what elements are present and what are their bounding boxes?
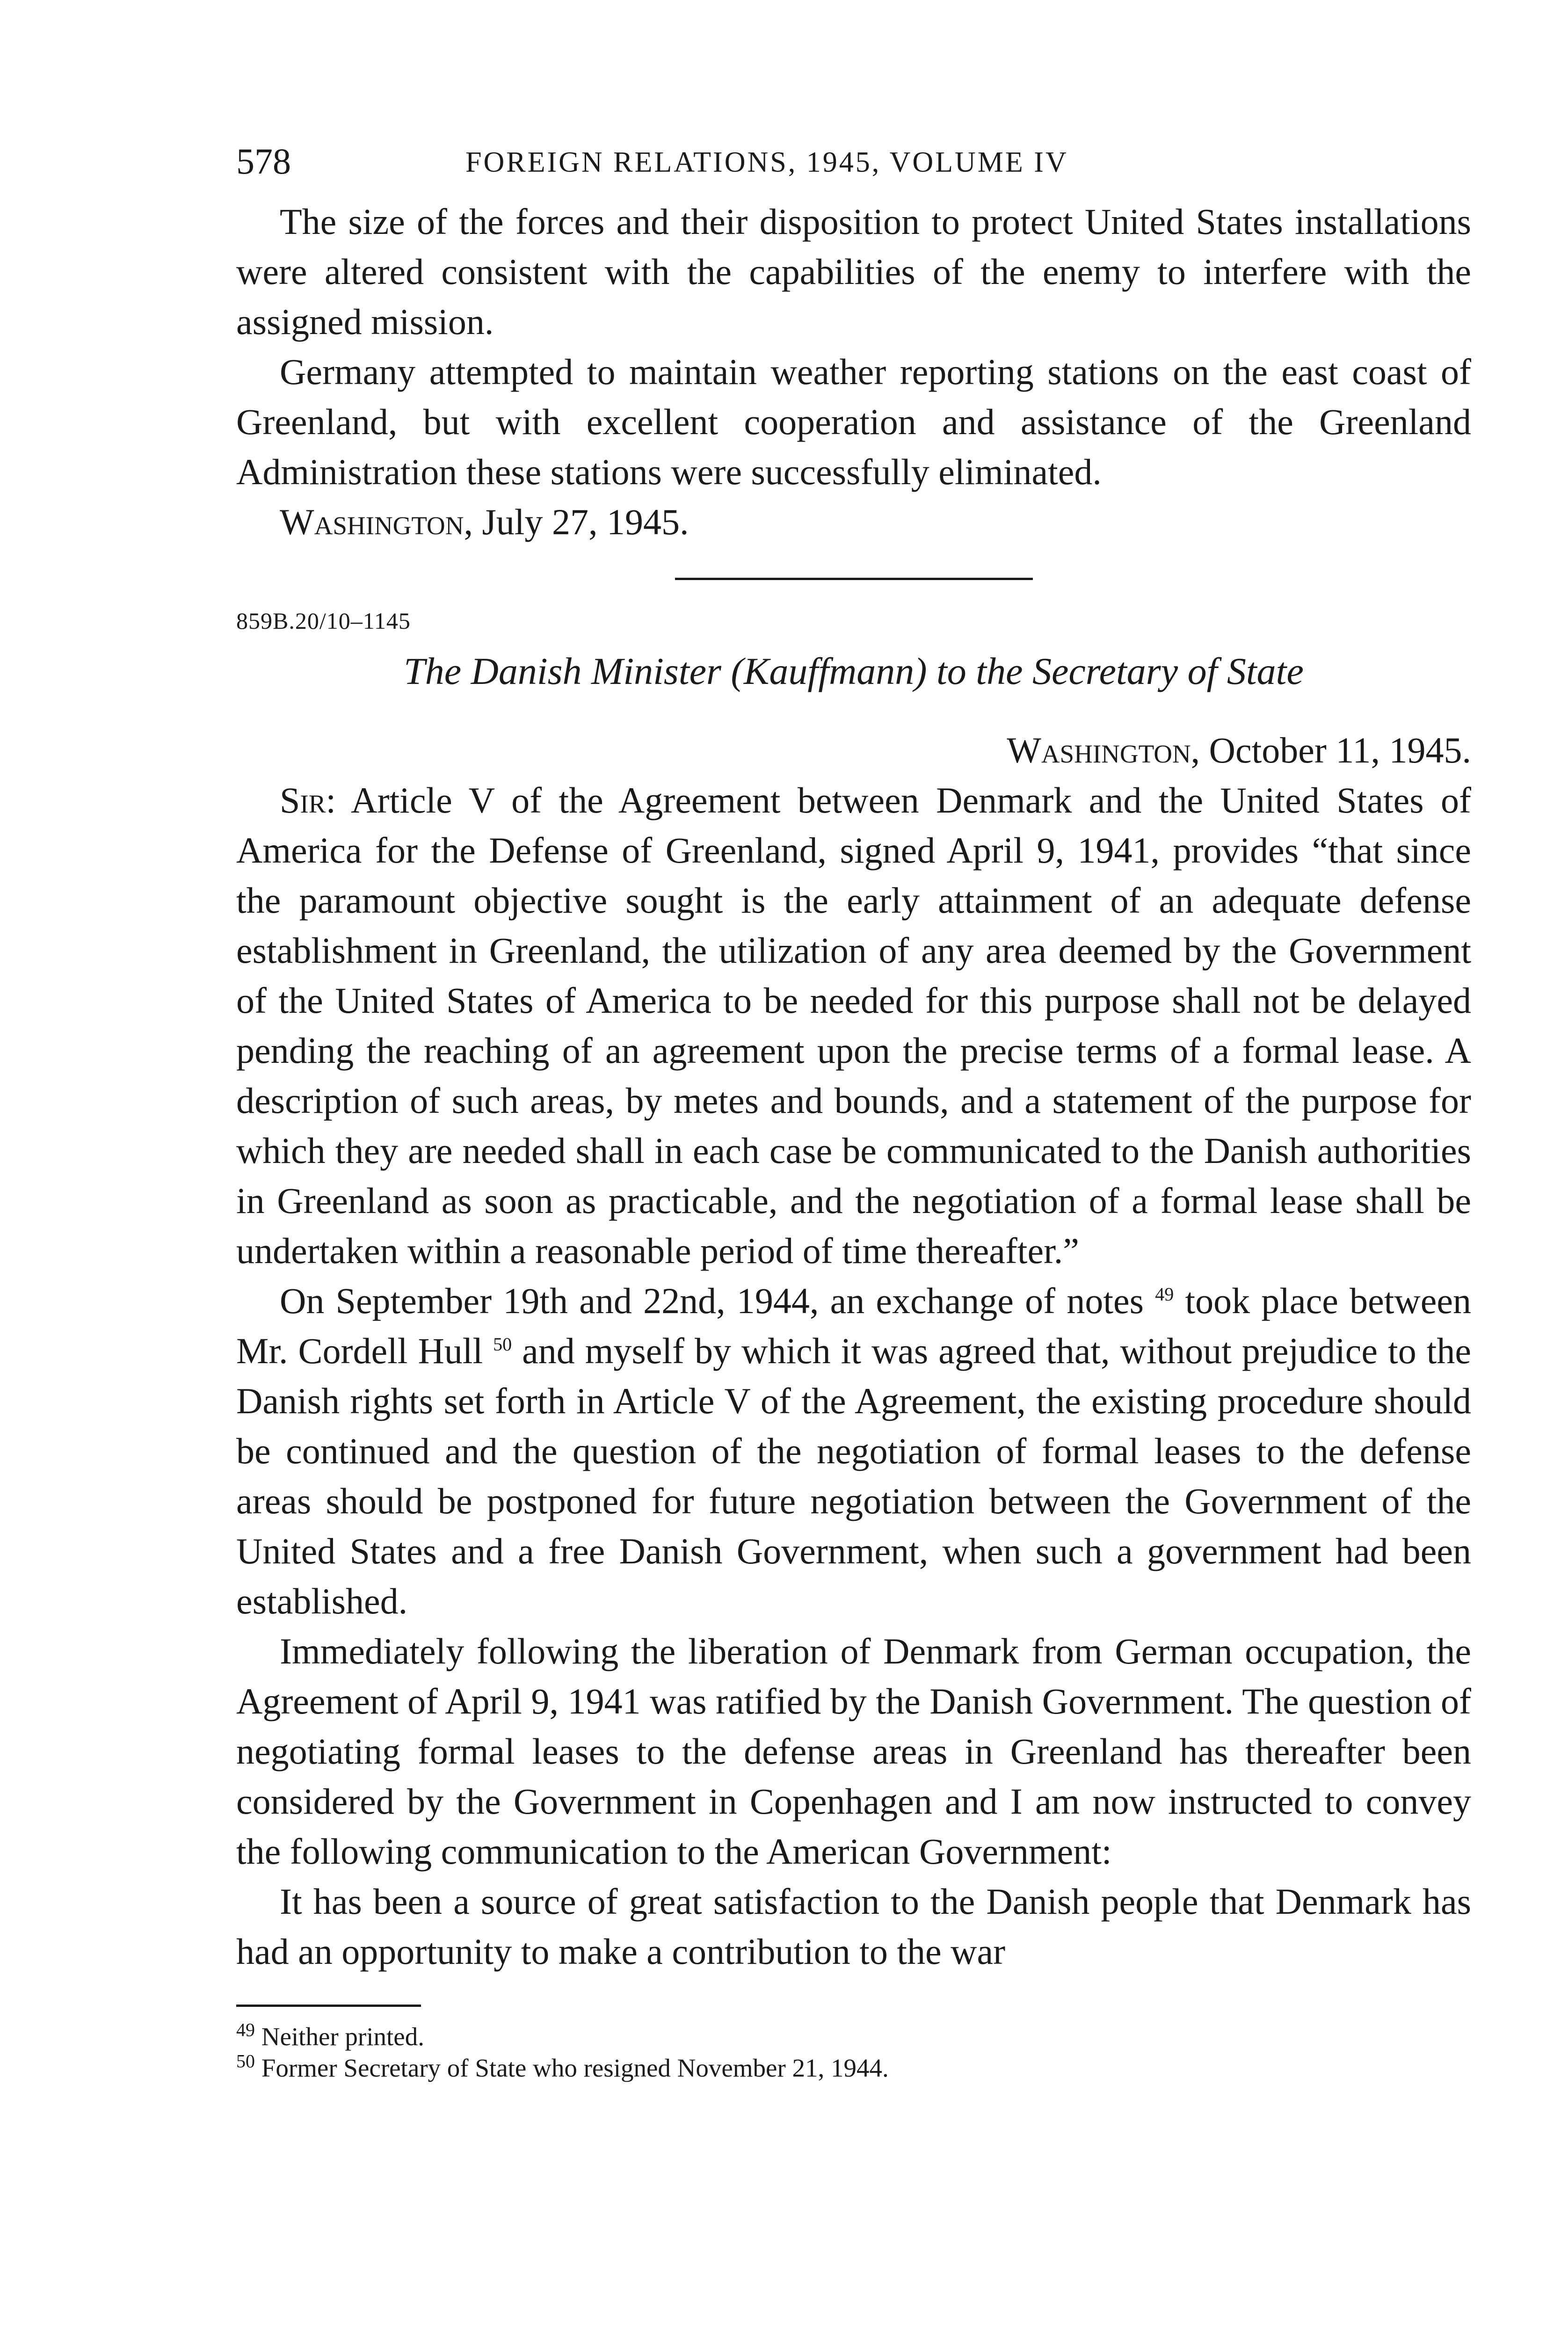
- document-date: , October 11, 1945.: [1191, 730, 1471, 770]
- footnote-marker: 50: [236, 2050, 255, 2072]
- paragraph: Immediately following the liberation of Denmark from German occupation, the Agreement of April 9, 1941 was ratified by the Danish Government. The question of negotiating formal leases to the defense areas in Greenland has thereafter been considered by the Government in Copenhagen and I am now instructed to convey the following communication to the American Government:: [236, 1631, 1471, 1872]
- document-dateline: [236, 725, 1471, 775]
- footnote: [236, 2021, 1471, 2052]
- footnote-divider: [236, 2005, 421, 2007]
- paragraph-text: took place between Mr. Cordell Hull: [236, 1280, 1471, 1371]
- footnote-reference[interactable]: 50: [493, 1334, 512, 1355]
- paragraph: It has been a source of great satisfaction to the Danish people that Denmark has had an opportunity to make a contribution to the war: [236, 1881, 1471, 1972]
- running-head: [236, 140, 1471, 196]
- footnote: [236, 2052, 1471, 2084]
- running-head-title: FOREIGN RELATIONS, 1945, VOLUME IV: [465, 146, 1068, 178]
- paragraph: [236, 775, 1471, 1276]
- document-page: [236, 140, 1471, 2084]
- footnote-text: Neither printed.: [261, 2022, 424, 2051]
- dateline: [236, 497, 1471, 547]
- footnote-reference[interactable]: 49: [1155, 1284, 1174, 1305]
- document-place: Washington: [1007, 730, 1191, 770]
- section-divider: [675, 578, 1033, 580]
- dateline-place: Washington: [280, 501, 464, 542]
- footnote-text: Former Secretary of State who resigned November 21, 1944.: [261, 2054, 889, 2082]
- paragraph: The size of the forces and their disposition to protect United States installations were altered consistent with the capabilities of the enemy to interfere with the assigned mission.: [236, 201, 1471, 342]
- file-number: 859B.20/10–1145: [236, 608, 411, 634]
- salutation: Sir: [280, 780, 326, 821]
- dateline-date: , July 27, 1945.: [464, 501, 689, 542]
- document-title: The Danish Minister (Kauffmann) to the Secretary of State: [404, 650, 1304, 692]
- paragraph-text: : Article V of the Agreement between Denmark and the United States of America for the Defense of Greenland, signed April 9, 1941, provides “that since the paramount objective sought is the early attainment of an adequate defense establishment in Greenland, the utilization of any area deemed by the Government of the United States of America to be needed for this purpose shall not be delayed pending the reaching of an agreement upon the precise terms of a formal lease. A description of such areas, by metes and bounds, and a statement of the purpose for which they are needed shall in each case be communicated to the Danish authorities in Greenland as soon as practicable, and the negotiation of a formal lease shall be undertaken within a reasonable period of time thereafter.”: [236, 780, 1471, 1271]
- page-number: 578: [236, 141, 291, 182]
- paragraph: [236, 1276, 1471, 1626]
- paragraph-text: On September 19th and 22nd, 1944, an exchange of notes: [280, 1280, 1144, 1321]
- paragraph: Germany attempted to maintain weather reporting stations on the east coast of Greenland, but with excellent cooperation and assistance of the Greenland Administration these stations were successfully eliminated.: [236, 351, 1471, 492]
- footnote-marker: 49: [236, 2019, 255, 2041]
- paragraph-text: and myself by which it was agreed that, without prejudice to the Danish rights set forth in Article V of the Agreement, the existing procedure should be continued and the question of the negotiation of formal leases to the defense areas should be postponed for future negotiation between the Government of the United States and a free Danish Government, when such a government had been established.: [236, 1330, 1471, 1621]
